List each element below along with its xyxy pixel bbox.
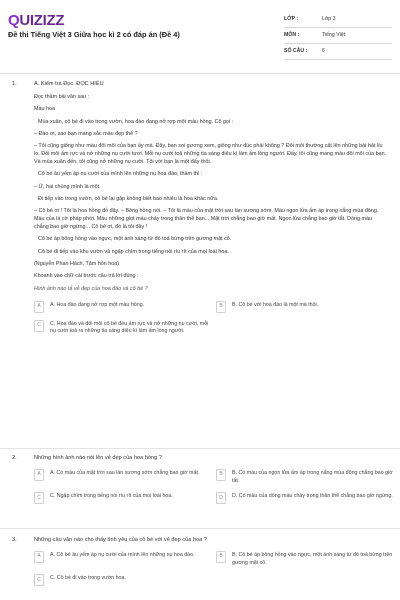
question-prompt: Hình ảnh nào tả vẻ đẹp của hoa đào và cô bé ? bbox=[34, 285, 148, 292]
option-letter: B bbox=[216, 469, 226, 481]
quizizz-logo: QUIZIZZ bbox=[8, 12, 65, 29]
option-letter: C bbox=[34, 492, 44, 504]
question-divider bbox=[0, 528, 400, 529]
option-a[interactable]: A A. Hoa đào đang nở rợp một màu hồng. bbox=[34, 300, 212, 315]
option-c[interactable]: C C. Ngập chìm trong tiếng nói ríu rít của mọi loài hoa. bbox=[34, 491, 212, 506]
option-letter: A bbox=[34, 301, 44, 313]
option-a[interactable]: A A. Cô bé âu yếm áp nụ cười của mình lên những nụ hoa đào. bbox=[34, 550, 212, 569]
option-letter: B bbox=[216, 551, 226, 563]
option-d[interactable]: D D. Có màu của dòng máu chảy trong thân thể chẳng bao giờ ngừng. bbox=[216, 491, 394, 506]
option-letter: A bbox=[34, 551, 44, 563]
option-letter: D bbox=[216, 492, 226, 504]
answer-options bbox=[34, 300, 388, 338]
answer-options bbox=[34, 468, 393, 506]
question-1: 1. A. Kiểm tra Đọc. ĐỌC HIỂU Đọc thầm bài văn sau : Mầu hoa Mùa xuân, cô bé đi vào trong vườn, hoa đào đang nở rợp một màu hồng. Cô gọi : – Đào ơi, sao bạn mang sắc màu đẹp thế ? – Tôi cũng giống như màu đôi môi của bạn ấy mà. Đây, bạn soi gương xem, giống như đúc phải không ? Đôi môi thường cất lên những bài hát líu lo. Đôi môi ấm rực và nở những nụ cười tươi. Mỗi nụ cười toả những tia sáng diệu kì làm ấm lòng người. Đấy, tôi cũng mang màu đôi môi của bạn. Và mùa xuân đến, tôi cũng nở những nụ cười. Tôi với bạn là một đấy thôi. Cô bé âu yếm áp nụ cười của mình lên những nụ hoa đào, thầm thì : – Ừ, hai chúng mình là một. Đi tiếp vào trong vườn, cô bé lại gặp không biết bao nhiêu là hoa khác nữa. – Cô bé ơi ! Tôi là hoa hồng đỏ đây. – Bông hồng nói. – Tôi là màu của mặt trời sau làn sương sớm. Màu ngọn lửa ấm áp trong nắng mùa đông. Màu của lá cờ pháp phới. Màu những giọt máu chảy trong thân thể bạn... Mặt trời chẳng bao giờ mất. Ngọn lửa chẳng bao giờ tắt. Dòng máu chẳng bao giờ ngừng... Cô bé ơi, đó là tôi đây ! Cô bé áp bông hồng vào ngực, một ánh sáng từ đó toả bừng trên gương mặt cô. Cô bé đi tiếp vào khu vườn và ngập chìm trong tiếng nói ríu rít của mọi loài hoa. (Nguyễn Phan Hách, Tâm hồn hoa) Khoanh vào chữ cái trước câu trả lời đúng : Hình ảnh nào tả vẻ đẹp của hoa đào và cô bé ? A A. Hoa đào đang nở rợp một màu hồng. B B. Cô bé với hoa đào là một mà thôi. C C. Hoa đào và đôi môi cô bé đều ấm rực và nở những nụ cười, mỗi nụ cười toả ra những tia sáng diệu kì làm ấm lòng người. bbox=[12, 80, 388, 338]
option-a[interactable]: A A. Có màu của mặt trời sau làn sương sớm chẳng bao giờ mất. bbox=[34, 468, 212, 487]
option-b[interactable]: B B. Có màu của ngọn lửa ấm áp trong nắng mùa đông chẳng bao giờ tắt. bbox=[216, 468, 394, 487]
question-heading: Những câu văn nào cho thấy tình yêu của cô bé với vẻ đẹp của hoa ? bbox=[34, 537, 207, 543]
page-header bbox=[0, 0, 400, 72]
document-title: Đề thi Tiếng Việt 3 Giữa học kì 2 có đáp án (Đề 4) bbox=[8, 30, 180, 39]
option-c[interactable]: C C. Hoa đào và đôi môi cô bé đều ấm rực và nở những nụ cười, mỗi nụ cười toả ra những tia sáng diệu kì làm ấm lòng người. bbox=[34, 319, 212, 338]
option-c[interactable]: C C. Cô bé đi vào trong vườn hoa. bbox=[34, 573, 212, 588]
question-heading: Những hình ảnh nào nói lên vẻ đẹp của hoa hồng ? bbox=[34, 455, 162, 461]
option-b[interactable]: B B. Cô bé với hoa đào là một mà thôi. bbox=[216, 300, 394, 315]
question-2: 2. Những hình ảnh nào nói lên vẻ đẹp của hoa hồng ? A A. Có màu của mặt trời sau làn sương sớm chẳng bao giờ mất. B B. Có màu của ngọn lửa ấm áp trong nắng mùa đông chẳng bao giờ tắt. C C. Ngập chìm trong tiếng nói ríu rít của mọi loài hoa. D D. Có màu của dòng máu chảy trong thân thể chẳng bao giờ ngừng. bbox=[12, 454, 388, 506]
option-b[interactable]: B B. Cô bé áp bông hồng vào ngực, một ánh sáng từ đó toả bừng trên gương mặt cô. bbox=[216, 550, 394, 569]
question-heading: A. Kiểm tra Đọc. ĐỌC HIỂU bbox=[34, 81, 104, 87]
question-divider bbox=[0, 448, 400, 449]
meta-row-count: SỐ CÂU : 6 bbox=[284, 44, 392, 60]
question-3: 3. Những câu văn nào cho thấy tình yêu của cô bé với vẻ đẹp của hoa ? A A. Cô bé âu yếm áp nụ cười của mình lên những nụ hoa đào. B B. Cô bé áp bông hồng vào ngực, một ánh sáng từ đó toả bừng trên gương mặt cô. C C. Cô bé đi vào trong vườn hoa. bbox=[12, 536, 388, 588]
answer-options bbox=[34, 550, 393, 588]
header-divider bbox=[0, 73, 400, 74]
meta-table bbox=[284, 12, 392, 60]
option-letter: A bbox=[34, 469, 44, 481]
option-letter: B bbox=[216, 301, 226, 313]
option-letter: C bbox=[34, 574, 44, 586]
meta-row-subject: MÔN : Tiếng Việt bbox=[284, 28, 392, 44]
option-letter: C bbox=[34, 320, 44, 332]
meta-row-class: LỚP : Lớp 3 bbox=[284, 12, 392, 28]
